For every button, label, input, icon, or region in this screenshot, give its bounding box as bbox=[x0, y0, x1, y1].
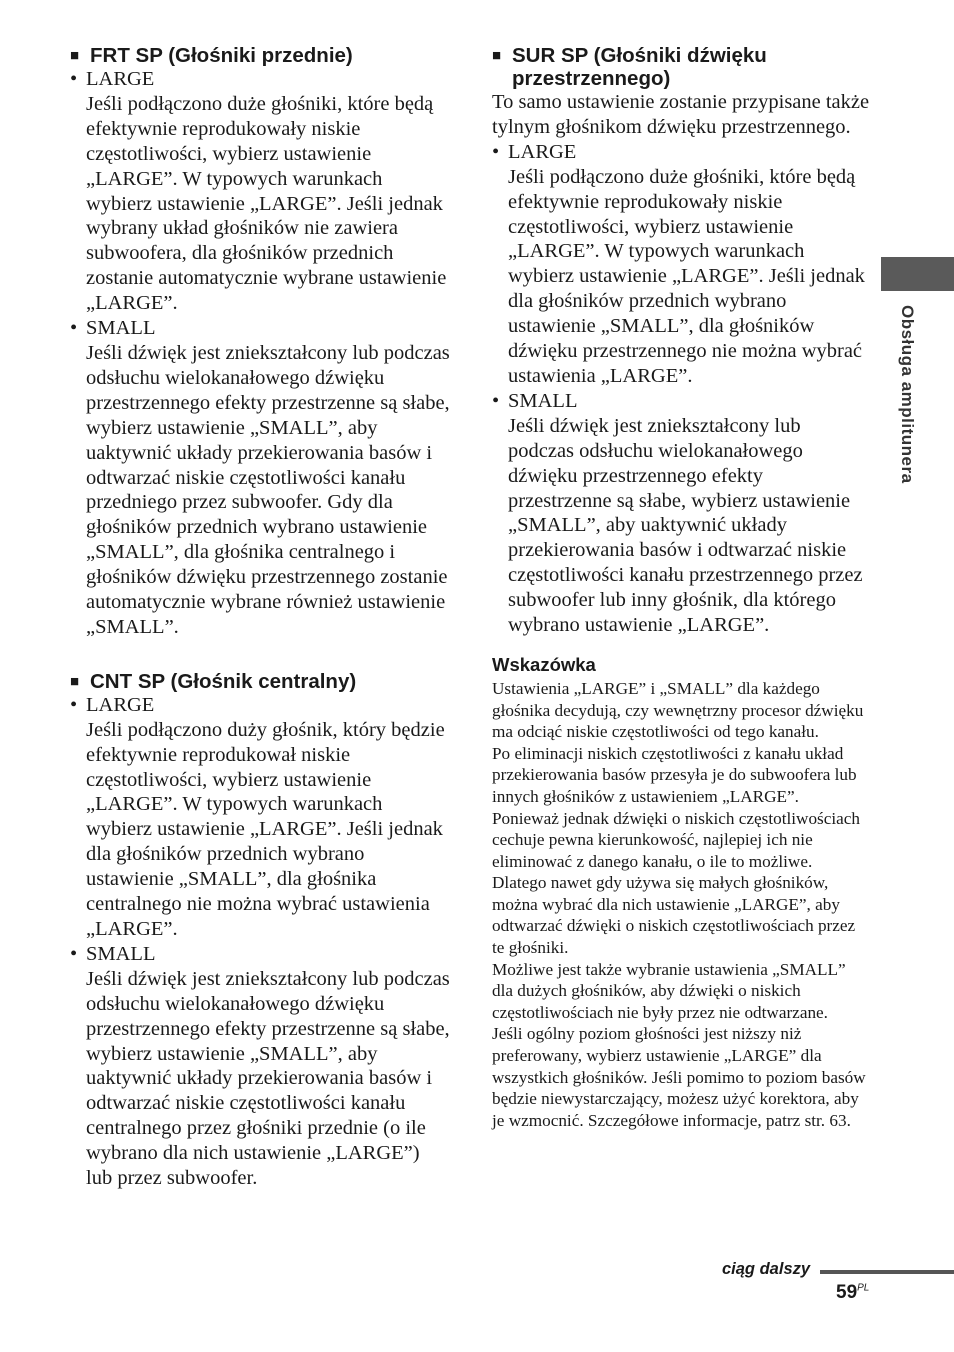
bullet-icon: • bbox=[70, 68, 78, 90]
side-section-label: Obsługa amplitunera bbox=[898, 305, 917, 484]
square-bullet-icon: ■ bbox=[70, 47, 80, 64]
sur-large-label: LARGE bbox=[508, 140, 577, 163]
bullet-icon: • bbox=[70, 693, 78, 716]
sur-small-label: SMALL bbox=[508, 389, 578, 412]
continued-label: ciąg dalszy bbox=[722, 1260, 811, 1278]
page-language-suffix: PL bbox=[857, 1282, 870, 1294]
tip-paragraph: Po eliminacji niskich częstotliwości z kanału układ przekierowania basów przesyła je do subwoofera lub innych głośników z ustawieniem „LARGE”. bbox=[492, 743, 857, 806]
frt-sp-section bbox=[70, 44, 450, 640]
sur-sp-intro: To samo ustawienie zostanie przypisane także tylnym głośnikom dźwięku przestrzennego. bbox=[492, 91, 870, 138]
tip-title: Wskazówka bbox=[492, 653, 596, 675]
cnt-small-label: SMALL bbox=[86, 942, 156, 965]
bullet-icon: • bbox=[492, 140, 500, 163]
sur-sp-heading bbox=[492, 44, 870, 90]
frt-small-text: Jeśli dźwięk jest zniekształcony lub podczas odsłuchu wielokanałowego dźwięku przestrzennego efekty przestrzenne są słabe, wybierz ustawienie „SMALL”, aby uaktywnić układy przekierowania basów i odtwarzać niskie częstotliwości kanału przedniego przez subwoofer. Gdy dla głośników przednich wybrano ustawienie „SMALL”, dla głośnika centralnego i głośników dźwięku przestrzennego zostanie automatycznie wybrane również ustawienie „SMALL”. bbox=[86, 341, 450, 638]
sur-small-text: Jeśli dźwięk jest zniekształcony lub podczas odsłuchu wielokanałowego dźwięku przestrzennego efekty przestrzenne są słabe, wybierz ustawienie „SMALL”, aby uaktywnić układy przekierowania basów i odtwarzać niskie częstotliwości kanału przestrzennego przez subwoofer lub inny głośnik, dla którego wybrano ustawienie „LARGE”. bbox=[508, 414, 863, 637]
tip-paragraph: Jeśli ogólny poziom głośności jest niższy niż preferowany, wybierz ustawienie „LARGE” dla wszystkich głośników. Jeśli pomimo to poziom basów będzie niewystarczający, możesz użyć korektora, aby je wzmocnić. Szczegółowe informacje, patrz str. 63. bbox=[492, 1024, 866, 1130]
cnt-large-text: Jeśli podłączono duży głośnik, który będzie efektywnie reprodukował niskie częstotliwości, wybierz ustawienie „LARGE”. W typowych warunkach wybierz ustawienie „LARGE”. Jeśli jednak dla głośników przednich wybrano ustawienie „SMALL”, dla głośnika centralnego nie można wybrać ustawienia „LARGE”. bbox=[86, 718, 445, 940]
frt-large-text: Jeśli podłączono duże głośniki, które będą efektywnie reprodukowały niskie częstotliwości, wybierz ustawienie „LARGE”. W typowych warunkach wybierz ustawienie „LARGE”. Jeśli jednak wybrany układ głośników nie zawiera subwoofera, dla głośników przednich zostanie automatycznie wybrane ustawienie „LARGE”. bbox=[86, 92, 447, 315]
cnt-sp-title: CNT SP (Głośnik centralny) bbox=[90, 669, 357, 693]
frt-large-label: LARGE bbox=[86, 68, 155, 90]
page-number-value: 59 bbox=[836, 1282, 858, 1303]
tip-paragraph: Ponieważ jednak dźwięki o niskich częstotliwościach cechuje pewna kierunkowość, najlepiej ich nie eliminować z danego kanału, o ile to możliwe. Dlatego nawet gdy używa się małych głośników, można wybrać dla nich ustawienie „LARGE”, aby odtwarzać dźwięki o niskich częstotliwościach przez te głośniki. bbox=[492, 808, 860, 958]
frt-small-label: SMALL bbox=[86, 317, 156, 340]
cnt-large-label: LARGE bbox=[86, 693, 155, 716]
sur-large-item bbox=[492, 140, 870, 389]
frt-small-item bbox=[70, 316, 450, 640]
bullet-icon: • bbox=[70, 317, 78, 340]
page-number bbox=[836, 1282, 869, 1304]
tip-paragraph: Ustawienia „LARGE” i „SMALL” dla każdego głośnika decydują, czy wewnętrzny procesor dźwięku ma odciąć niskie częstotliwości od tego kanału. bbox=[492, 678, 864, 742]
tip-section bbox=[492, 654, 870, 1131]
continued-rule bbox=[820, 1270, 954, 1274]
square-bullet-icon: ■ bbox=[492, 47, 502, 64]
frt-sp-title: FRT SP (Głośniki przednie) bbox=[90, 44, 353, 67]
cnt-small-text: Jeśli dźwięk jest zniekształcony lub podczas odsłuchu wielokanałowego dźwięku przestrzennego efekty przestrzenne są słabe, wybierz ustawienie „SMALL”, aby uaktywnić układy przekierowania basów i odtwarzać niskie częstotliwości kanału centralnego przez głośniki przednie (o ile wybrano dla nich ustawienie „LARGE”) lub przez subwoofer. bbox=[86, 967, 450, 1190]
bullet-icon: • bbox=[70, 942, 78, 965]
left-column bbox=[70, 44, 450, 1191]
bullet-icon: • bbox=[492, 389, 500, 412]
tip-paragraph: Możliwe jest także wybranie ustawienia „SMALL” dla dużych głośników, aby dźwięki o niskich częstotliwościach nie były przez nie odtwarzane. bbox=[492, 959, 846, 1022]
right-column bbox=[492, 44, 870, 1131]
sur-sp-title: SUR SP (Głośniki dźwięku przestrzennego) bbox=[512, 44, 767, 90]
sur-sp-section bbox=[492, 44, 870, 638]
sur-large-text: Jeśli podłączono duże głośniki, które będą efektywnie reprodukowały niskie częstotliwości, wybierz ustawienie „LARGE”. W typowych warunkach wybierz ustawienie „LARGE”. Jeśli jednak dla głośników przednich wybrano ustawienie „SMALL”, dla głośników dźwięku przestrzennego nie można wybrać ustawienia „LARGE”. bbox=[508, 165, 865, 387]
cnt-large-item bbox=[70, 693, 450, 942]
cnt-sp-section bbox=[70, 670, 450, 1191]
sur-small-item bbox=[492, 389, 870, 638]
frt-sp-heading bbox=[70, 44, 450, 67]
frt-large-item bbox=[70, 67, 450, 316]
square-bullet-icon: ■ bbox=[70, 672, 80, 690]
section-tab-marker bbox=[881, 257, 954, 291]
cnt-small-item bbox=[70, 942, 450, 1191]
cnt-sp-heading bbox=[70, 670, 450, 693]
